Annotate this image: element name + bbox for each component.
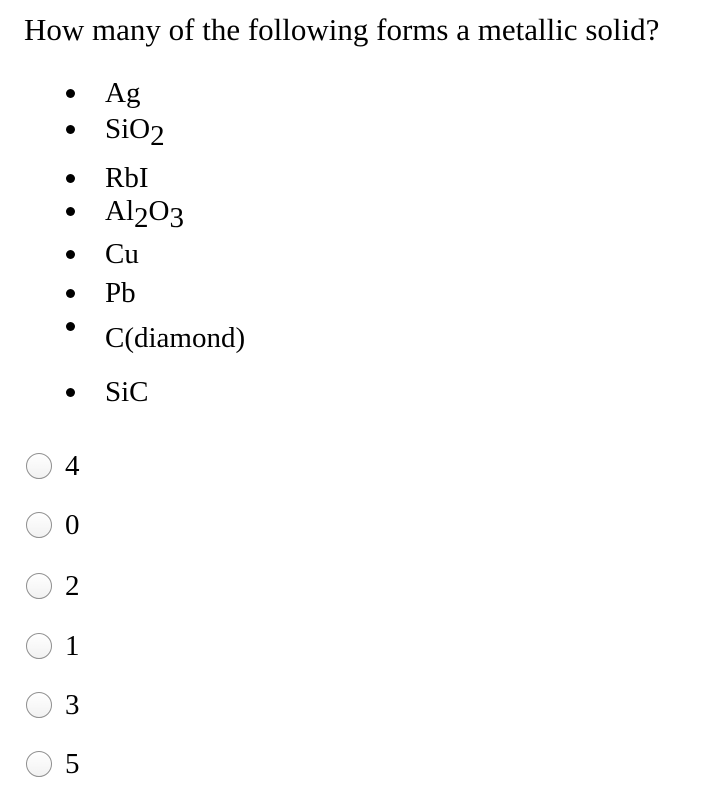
- radio-button[interactable]: [26, 751, 52, 777]
- bullet-icon: [66, 89, 75, 98]
- list-item: [66, 374, 149, 410]
- question-text: How many of the following forms a metallic solid?: [24, 12, 660, 47]
- option-label[interactable]: 0: [65, 509, 80, 541]
- compound-label: RbI: [105, 162, 149, 194]
- radio-button[interactable]: [26, 512, 52, 538]
- answer-option[interactable]: [26, 569, 80, 603]
- radio-button[interactable]: [26, 633, 52, 659]
- compound-label: Ag: [105, 77, 141, 109]
- list-item: [66, 75, 140, 111]
- compound-label: SiC: [105, 376, 149, 408]
- bullet-icon: [66, 125, 75, 134]
- compound-label: SiO2: [105, 113, 165, 152]
- bullet-icon: [66, 250, 75, 259]
- bullet-icon: [66, 289, 75, 298]
- answer-option[interactable]: [26, 508, 80, 542]
- list-item: [66, 236, 139, 272]
- radio-button[interactable]: [26, 573, 52, 599]
- list-item: [66, 275, 136, 311]
- answer-option[interactable]: [26, 629, 80, 663]
- bullet-icon: [66, 174, 75, 183]
- radio-button[interactable]: [26, 692, 52, 718]
- radio-button[interactable]: [26, 453, 52, 479]
- compound-label: Cu: [105, 238, 139, 270]
- compound-label: Al2O3: [105, 195, 184, 234]
- option-label[interactable]: 2: [65, 570, 80, 602]
- option-label[interactable]: 1: [65, 630, 80, 662]
- answer-option[interactable]: [26, 747, 80, 781]
- list-item: [66, 320, 245, 356]
- answer-option[interactable]: [26, 688, 80, 722]
- list-item: [66, 160, 149, 196]
- option-label[interactable]: 3: [65, 689, 80, 721]
- option-label[interactable]: 4: [65, 450, 80, 482]
- bullet-icon: [66, 207, 75, 216]
- bullet-icon: [66, 322, 75, 331]
- answer-option[interactable]: [26, 449, 80, 483]
- list-item: [66, 111, 165, 152]
- list-item: [66, 193, 184, 234]
- compound-label: C(diamond): [105, 322, 246, 354]
- bullet-icon: [66, 388, 75, 397]
- option-label[interactable]: 5: [65, 748, 80, 780]
- compound-label: Pb: [105, 277, 136, 309]
